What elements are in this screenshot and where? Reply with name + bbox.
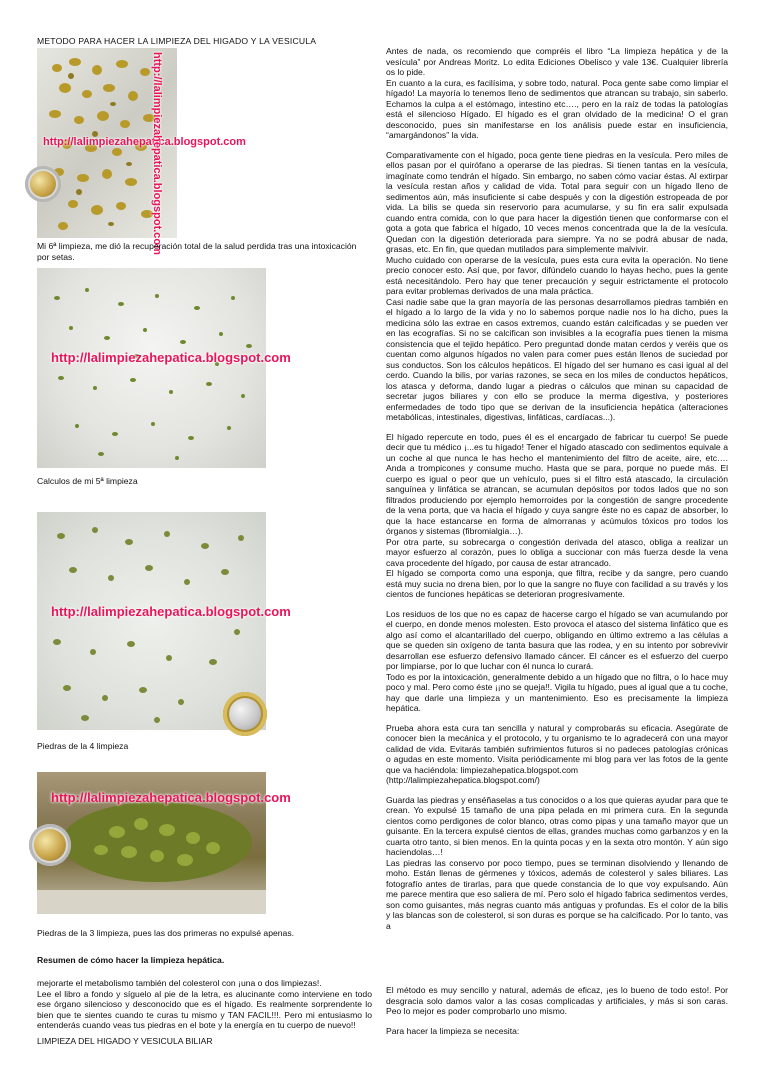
caption-photo-4: Piedras de la 3 limpieza, pues las dos primeras no expulsé apenas. xyxy=(37,928,295,938)
watermark-text: http://lalimpiezahepatica.blogspot.com xyxy=(51,604,291,619)
paragraph-needs: Para hacer la limpieza se necesita: xyxy=(386,1025,520,1036)
right-bottom xyxy=(386,985,728,1045)
paragraph-intro: Antes de nada, os recomiendo que compréis el libro “La limpieza hepática y de la vesícula” por Andreas Moritz. Lo edita Ediciones Obelisco y vale 13€. Cualquier librería os lo pide. En cuanto a la cura, es facilísima, y sobre todo, natural. Poca gente sabe como limpiar el hígado! La mayoría lo tenemos lleno de sedimentos que atrancan su trabajo, sin saberlo. Echamos la culpa a el estómago, intestino etc…., pero en la raíz de todas la patologías está el silencioso Hígado. El hígado es el gran olvidado de la medicina! O el gran desconocido, pues sin manifestarse en los análisis puede estar en insuficiencia, “amargándonos” la vida. xyxy=(386,46,728,140)
paragraph-waste: Los residuos de los que no es capaz de hacerse cargo el hígado se van acumulando por el cuerpo, en donde menos molesten. Esto provoca el atasco del sistema linfático que es algo así como el alcantarillado del cuerpo, obligando en último extremo a las células a que se queden sin oxígeno de tanta basura que las rodea, y en su intento por sobrevivir desarrollan ese esfuerzo defensivo llamado cáncer. El cáncer es el esfuerzo del cuerpo por limpiarse, por lo que luchar con él nunca lo curará. Todo es por la intoxicación, generalmente debido a un hígado que no filtra, o lo hace muy poco y mal. Pero como éste ¡¡no se queja!!. Vigila tu hígado, pues al igual que a tu coche, hay que darle una limpieza y un mantenimiento. Eso es precisamente la limpieza hepática. xyxy=(386,608,728,713)
paragraph-keep-stones: Guarda las piedras y enséñaselas a tus conocidos o a los que quieras ayudar para que te crean. Yo expulsé 15 tamaño de una pipa pelada en mi primera cura. En la segunda cientos como perdigones de color blanco, otras como pipas y una tamaño mayor que un guisante. En la tercera expulsé cientos de ellas, grandes muchas como garbanzos y en la cuarta otro tanto, si bien menos. En la quinta pocas y en la sexta otro montón. Y aún sigo haciendolas…! Las piedras las conservo por poco tiempo, pues se terminan disolviendo y llenando de moho. Están llenas de gérmenes y tóxicos, además de colesterol y sales biliares. Las fotografío antes de tirarlas, para que quede constancia de lo que voy expulsando. Aún me parece mentira que eso saliera de mí. Pero solo el hígado fabrica sedimentos verdes, son como guisantes, más negras cuanto más antiguas y profundas. Es el color de la bilis y las blancas son de colesterol, si son duras es porque se ha calcificado. Por lo tanto, vas a xyxy=(386,794,728,931)
summary-heading: Resumen de cómo hacer la limpieza hepática. xyxy=(37,955,225,965)
caption-photo-1: Mi 6ª limpieza, me dió la recuperación total de la salud perdida tras una intoxicación por setas. xyxy=(37,241,357,262)
paragraph-method: El método es muy sencillo y natural, además de eficaz, ¡es lo bueno de todo esto!. Por desgracia solo damos valor a las cosas complicadas y artificiales, y más si son caras. Peo lo mejor es poder comprobarlo uno mismo. xyxy=(386,985,728,1016)
photo-stones-3rd-cleanse xyxy=(37,772,291,914)
paragraph-vesicle: Comparativamente con el hígado, poca gente tiene piedras en la vesícula. Pero miles de ellos pasan por el quirófano a operarse de las piedras. Si tienen tantas en la vesícula, imagínate como tendrán el hígado. Sin embargo, no saben cómo vaciar éstas. Al extirpar la vesícula restan años y calidad de vida. Total para seguir con un hígado lleno de sedimentos aún, más insuficiente si cabe después y con la digestión estropeada de por vida. La bilis se queda sin reservorio para acumularse, y su fin era salir expulsada cuando entra comida, con lo que para hacer la digestión tienen que conformarse con el gota a gota que fabrica el hígado, 10 veces menos concentrada que la de la vesícula. Quedan con la digestión deteriorada para siempre. Ya no se podrá abusar de nada, grasas, etc. En fin, que quedan mutilados para simplemente malvivir. Mucho cuidado con operarse de la vesícula, pues esta cura evita la operación. No tiene precio conocer esto. Así que, por favor, difúndelo cuando lo hayas hecho, pues la gente está necesitándolo. Pero hay que tener precaución y seguir estrictamente el protocolo para evitar problemas derivados de una mala práctica. Casi nadie sabe que la gran mayoría de las personas desarrollamos piedras también en el hígado a lo largo de la vida y no lo sabemos porque nadie nos lo ha dicho, pues la medicina sólo las extrae en casos extremos, cuando están calcificadas y se pueden ver en las ecografías. Si no se calcifican son invisibles a la ecografía pues tienen la misma consistencia que el tejido hepático. Pero preguntad donde matan cerdos y veréis que os cuentan como algunos hígados no valen para comer pues están llenos de suciedad por sus conductos. Son los cálculos hepáticos. El hígado del ser humano es casi igual al del cerdo. Cuando la bilis, por varias razones, se seca en los miles de conductos hepáticos, los atasca y deforma, dando lugar a piedras o cálculos que minan su capacidad de secretar jugos biliares y con ello se produce la merma digestiva, y posteriores enfermedades de todo tipo que se derivan de la insuficiencia hepática (alteraciones metabólicas, intestinales, digestivas, linfáticas, cardíacas...). xyxy=(386,149,728,422)
caption-photo-3: Piedras de la 4 limpieza xyxy=(37,741,129,751)
right-column xyxy=(386,46,728,940)
stones-illustration-2 xyxy=(37,268,266,468)
footer-title: LIMPIEZA DEL HIGADO Y VESICULA BILIAR xyxy=(37,1036,213,1046)
watermark-text: http://lalimpiezahepatica.blogspot.com xyxy=(51,790,291,805)
photo-stones-4th-cleanse xyxy=(37,512,291,730)
coin-icon xyxy=(25,166,61,202)
watermark-text-vertical: http://lalimpiezahepatica.blogspot.com xyxy=(151,52,163,255)
coin-icon xyxy=(223,692,267,736)
paragraph-try-cure: Prueba ahora esta cura tan sencilla y natural y comprobarás su eficacia. Asegúrate de conocer bien la mecánica y el protocolo, y tu organismo te lo agradecerá con una mayor calidad de vida. Evitarás también sufrimientos futuros si no padeces patologías crónicas o agudas en este momento. Visita periódicamente mi blog para ver las fotos de la gente que va haciéndola: limpiezahepatica.blogspot.com (http://lalimpiezahepatica.blogspot.com/) xyxy=(386,722,728,785)
photo-stones-5th-cleanse xyxy=(37,268,291,468)
coin-icon xyxy=(29,824,71,866)
photo-stones-6th-cleanse xyxy=(37,48,246,255)
paragraph-liver-body: El hígado repercute en todo, pues él es el encargado de fabricar tu cuerpo! Se puede decir que tu médico ¡...es tu hígado! Tener el hígado atascado con sedimentos equivale a un coche al que nunca le has hecho el mantenimiento del filtro de aceite, aire, etc…. Anda a trompicones y consume mucho. Hasta que se para, porque no puede más. El cuerpo es igual o peor que un vehículo, pues si el filtro está atascado, la circulación sanguínea y linfática se atrancan, se acumulan depósitos por todos lados que no son filtrados produciendo por ejemplo hemorroides por la congestión de sangre procedente de la vena porta, que va hacia el hígado y cuya sangre éste no es capaz de absorber, lo que la hace estancarse en forma de almorranas y acúmulos tóxicos pro todos los órganos y sistemas (fibromialgia…). Por otra parte, su sobrecarga o congestión derivada del atasco, obliga a realizar un mayor esfuerzo al corazón, pues lo obliga a succionar con más fuerza desde la vena cava procedente del hígado, por causa de estar atrancado. El hígado se comporta como una esponja, que filtra, recibe y da sangre, pero cuando está muy sucia no drena bien, por lo que la sangre no fluye con facilidad a su través y los cientos de funciones hepáticas se deterioran progresivamente. xyxy=(386,431,728,599)
watermark-text: http://lalimpiezahepatica.blogspot.com xyxy=(51,350,291,365)
summary-text: mejorarte el metabolismo también del colesterol con ¡una o dos limpiezas!. Lee el libro a fondo y síguelo al pie de la letra, es alucinante como interviene en todo ese órgano silencioso y desconocido que es el hígado. Es realmente sorprendente lo bien que te sientes cuando te curas tu mismo y TAN FACIL!!!. Pero mi entusiasmo lo entenderás cuando veas tus piedras en el bote y la energía en tu cuerpo de nuevo!! xyxy=(37,978,372,1030)
caption-photo-2: Calculos de mi 5ª limpieza xyxy=(37,476,138,486)
watermark-text: http://lalimpiezahepatica.blogspot.com xyxy=(43,136,246,148)
doc-title: METODO PARA HACER LA LIMPIEZA DEL HIGADO Y LA VESICULA xyxy=(37,36,317,46)
